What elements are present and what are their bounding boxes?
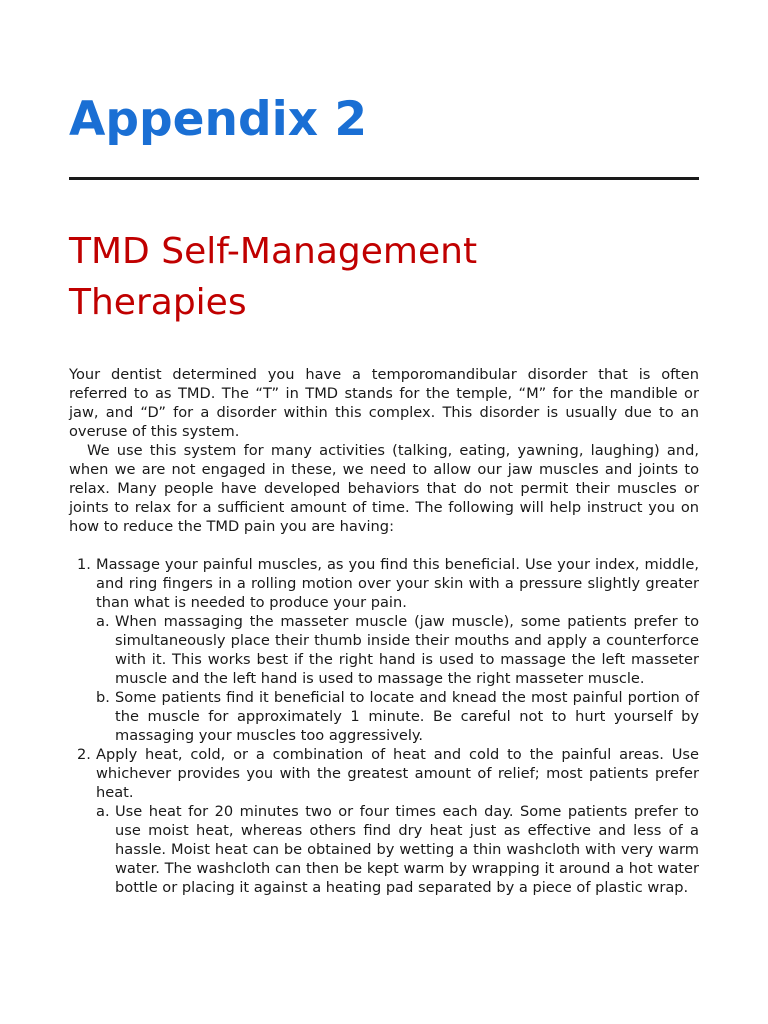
sub-list-item bbox=[96, 612, 699, 688]
list-item bbox=[69, 555, 699, 745]
sub-list-item bbox=[96, 802, 699, 897]
sub-list-item-text: Some patients find it beneficial to locate and knead the most painful portion of the muscle for approximately 1 minute. Be careful not to hurt yourself by massaging your muscles too aggressively. bbox=[115, 689, 699, 744]
sub-list-item-text: When massaging the masseter muscle (jaw muscle), some patients prefer to simultaneously place their thumb inside their mouths and apply a counterforce with it. This works best if the right hand is used to massage the left masseter muscle and the left hand is used to massage the right masseter muscle. bbox=[115, 613, 699, 687]
sub-list bbox=[96, 612, 699, 745]
title-divider bbox=[69, 177, 699, 180]
list-item-marker: 2. bbox=[77, 746, 91, 763]
sub-list-item-marker: a. bbox=[96, 803, 110, 820]
document-body bbox=[69, 365, 699, 897]
therapy-list bbox=[69, 555, 699, 897]
list-item-text: Apply heat, cold, or a combination of heat and cold to the painful areas. Use whichever provides you with the greatest amount of relief; most patients prefer heat. bbox=[96, 746, 699, 801]
list-item bbox=[69, 745, 699, 897]
section-title-line-2: Therapies bbox=[69, 282, 247, 323]
section-title bbox=[69, 226, 477, 328]
sub-list bbox=[96, 802, 699, 897]
intro-paragraph-2: We use this system for many activities (talking, eating, yawning, laughing) and, when we are not engaged in these, we need to allow our jaw muscles and joints to relax. Many people have developed behaviors that do not permit their muscles or joints to relax for a sufficient amount of time. The following will help instruct you on how to reduce the TMD pain you are having: bbox=[69, 442, 699, 535]
list-item-marker: 1. bbox=[77, 556, 91, 573]
sub-list-item-text: Use heat for 20 minutes two or four times each day. Some patients prefer to use moist heat, whereas others find dry heat just as effective and less of a hassle. Moist heat can be obtained by wetting a thin washcloth with very warm water. The washcloth can then be kept warm by wrapping it around a hot water bottle or placing it against a heating pad separated by a piece of plastic wrap. bbox=[115, 803, 699, 896]
list-item-text: Massage your painful muscles, as you find this beneficial. Use your index, middle, and ring fingers in a rolling motion over your skin with a pressure slightly greater than what is needed to produce your pain. bbox=[96, 556, 699, 611]
intro-paragraph-1: Your dentist determined you have a temporomandibular disorder that is often referred to as TMD. The “T” in TMD stands for the temple, “M” for the mandible or jaw, and “D” for a disorder within this complex. This disorder is usually due to an overuse of this system. bbox=[69, 366, 699, 440]
sub-list-item-marker: b. bbox=[96, 689, 110, 706]
sub-list-item bbox=[96, 688, 699, 745]
section-title-line-1: TMD Self-Management bbox=[69, 231, 478, 272]
appendix-title: Appendix 2 bbox=[69, 92, 368, 147]
sub-list-item-marker: a. bbox=[96, 613, 110, 630]
